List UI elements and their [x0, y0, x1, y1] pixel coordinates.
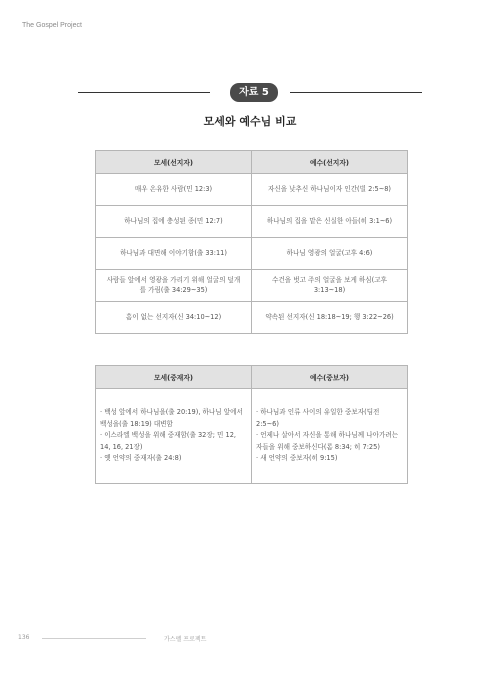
table-cell: 자신을 낮추신 하나님이자 인간(빌 2:5~8) — [252, 174, 408, 206]
footer-rule — [42, 638, 146, 639]
table-row — [96, 174, 408, 206]
list-item: · 옛 언약의 중재자(출 24:8) — [100, 454, 182, 463]
table-row — [96, 206, 408, 238]
section-badge: 자료 5 — [230, 83, 278, 102]
list-item: · 백성 앞에서 하나님을(출 20:19), 하나님 앞에서 백성을(출 18:19) 대변함 — [100, 408, 243, 428]
table-cell: 매우 온유한 사람(민 12:3) — [96, 174, 252, 206]
table-cell: 흠이 없는 선지자(신 34:10~12) — [96, 302, 252, 334]
running-head: The Gospel Project — [22, 22, 82, 29]
table-row — [96, 270, 408, 302]
mediator-comparison-table — [95, 365, 408, 484]
table-row — [96, 389, 408, 484]
list-item: · 새 언약의 중보자(히 9:15) — [256, 454, 338, 463]
list-item: · 하나님과 인류 사이의 유일한 중보자(딤전 2:5~6) — [256, 408, 380, 428]
table-cell: 수건을 벗고 주의 얼굴을 보게 하심(고후 3:13~18) — [252, 270, 408, 302]
page-title: 모세와 예수님 비교 — [203, 115, 297, 128]
table-cell-jesus-mediator — [252, 389, 408, 484]
table-header-jesus-prophet: 예수(선지자) — [252, 151, 408, 174]
prophet-comparison-table — [95, 150, 408, 334]
list-item: · 언제나 살아서 자신을 통해 하나님께 나아가려는 자들을 위해 중보하신다(롬 8:34; 히 7:25) — [256, 431, 399, 451]
badge-left-rule — [78, 92, 210, 93]
list-item: · 이스라엘 백성을 위해 중재함(출 32장; 민 12, 14, 16, 21장) — [100, 431, 236, 451]
table-cell: 하나님의 집을 맡은 신실한 아들(히 3:1~6) — [252, 206, 408, 238]
badge-right-rule — [290, 92, 422, 93]
page-number: 136 — [18, 634, 30, 641]
table-cell: 하나님의 집에 충성된 종(민 12:7) — [96, 206, 252, 238]
footer-book-title: 가스펠 프로젝트 — [164, 636, 207, 643]
section-badge-row — [78, 83, 422, 103]
table-row — [96, 238, 408, 270]
table-cell: 하나님 영광의 얼굴(고후 4:6) — [252, 238, 408, 270]
table-header-moses-prophet: 모세(선지자) — [96, 151, 252, 174]
table-header-jesus-mediator: 예수(중보자) — [252, 366, 408, 389]
table-cell: 하나님과 대면해 이야기함(출 33:11) — [96, 238, 252, 270]
table-cell: 약속된 선지자(신 18:18~19; 행 3:22~26) — [252, 302, 408, 334]
table-cell-moses-mediator — [96, 389, 252, 484]
page-footer — [18, 634, 258, 646]
table-row — [96, 302, 408, 334]
table-header-moses-mediator: 모세(중재자) — [96, 366, 252, 389]
table-cell: 사람들 앞에서 영광을 가리기 위해 얼굴의 덮개를 가림(출 34:29~35) — [96, 270, 252, 302]
